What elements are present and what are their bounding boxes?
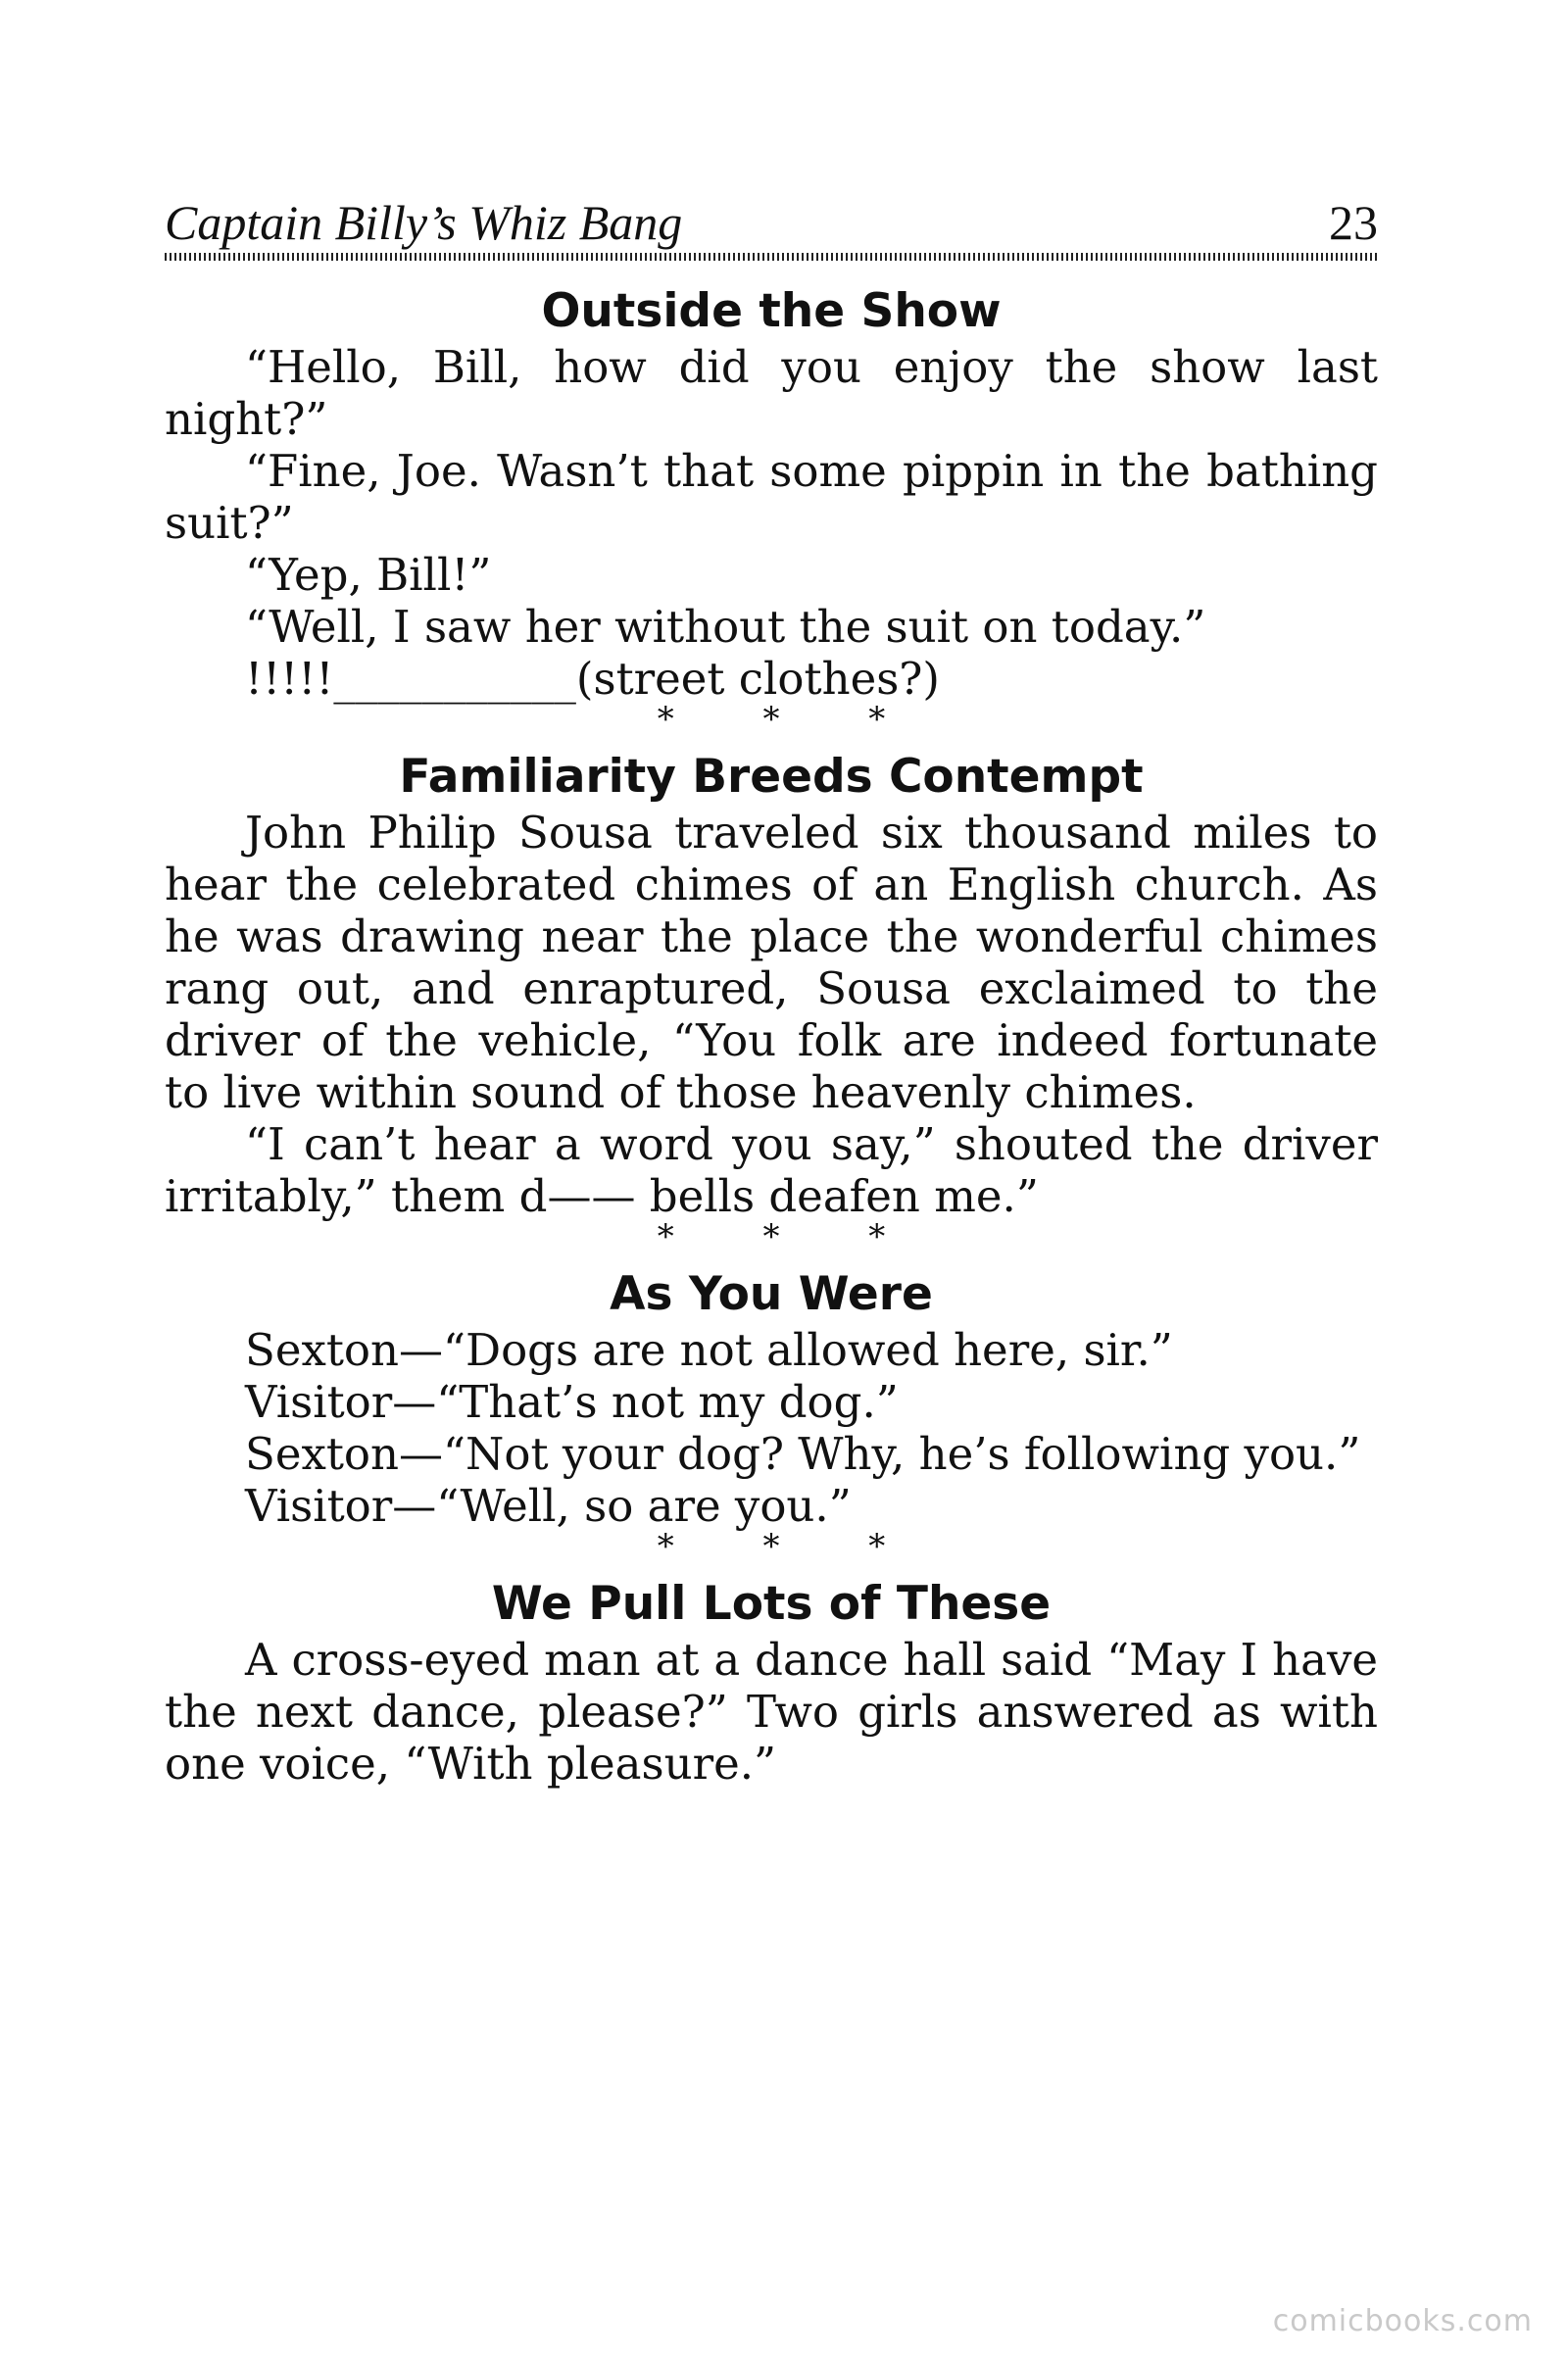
article-as-you-were	[165, 1265, 1378, 1566]
article-familiarity-breeds-contempt	[165, 748, 1378, 1256]
watermark: comicbooks.com	[1272, 2304, 1533, 2338]
paragraph: “Well, I saw her without the suit on today.”	[245, 601, 1206, 653]
article-title: Familiarity Breeds Contempt	[399, 750, 1144, 804]
paragraph: “Fine, Joe. Wasn’t that some pippin in the bathing suit?”	[165, 445, 1378, 549]
paragraph: “Yep, Bill!”	[245, 549, 492, 601]
paragraph: Visitor—“That’s not my dog.”	[245, 1376, 899, 1428]
article-title: We Pull Lots of These	[491, 1577, 1052, 1631]
paragraph: “I can’t hear a word you say,” shouted the driver irritably,” them d—— bells deafen me.”	[165, 1118, 1378, 1222]
paragraph: A cross-eyed man at a dance hall said “May I have the next dance, please?” Two girls answered as with one voice, “With pleasure.”	[165, 1634, 1378, 1790]
running-header	[165, 186, 1378, 250]
running-title: Captain Billy’s Whiz Bang	[165, 195, 683, 250]
paragraph: Visitor—“Well, so are you.”	[245, 1480, 852, 1532]
paragraph: !!!!!___________(street clothes?)	[245, 653, 940, 705]
section-separator: * * *	[657, 1217, 925, 1256]
article-title: As You Were	[610, 1267, 933, 1321]
section-separator: * * *	[657, 700, 925, 739]
paragraph: Sexton—“Dogs are not allowed here, sir.”	[245, 1324, 1173, 1376]
paragraph: “Hello, Bill, how did you enjoy the show last night?”	[165, 341, 1378, 445]
paragraph: Sexton—“Not your dog? Why, he’s following you.”	[245, 1428, 1361, 1480]
paragraph: John Philip Sousa traveled six thousand miles to hear the celebrated chimes of an English church. As he was drawing near the place the wonderful chimes rang out, and enraptured, Sousa exclaimed to the driver of the vehicle, “You folk are indeed fortunate to live within sound of those heavenly chimes.	[165, 807, 1378, 1118]
header-rule	[165, 253, 1378, 261]
book-page	[165, 186, 1378, 1790]
page-number: 23	[1329, 195, 1378, 250]
article-title: Outside the Show	[541, 284, 1002, 338]
article-outside-the-show	[165, 282, 1378, 739]
section-separator: * * *	[657, 1527, 925, 1566]
article-we-pull-lots-of-these	[165, 1575, 1378, 1790]
